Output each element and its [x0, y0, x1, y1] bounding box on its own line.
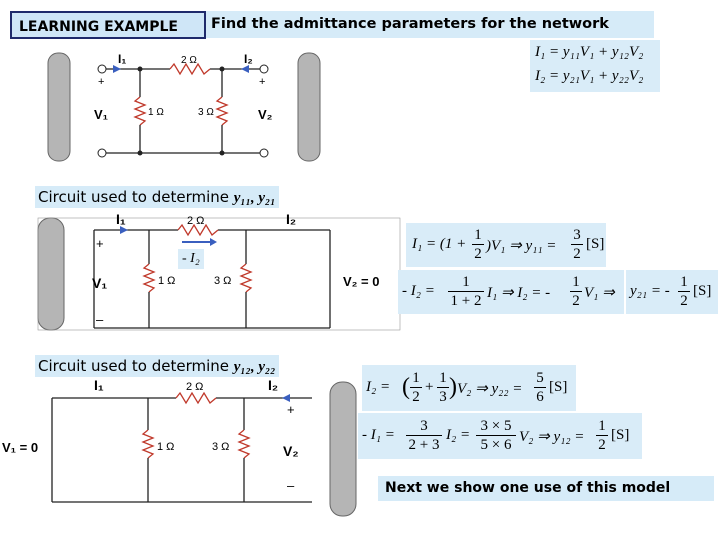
label-v1: V₁: [94, 107, 109, 122]
label-1-ohm: 1 Ω: [148, 107, 164, 118]
caption-text: Circuit used to determine: [38, 188, 234, 206]
slide-title: Find the admittance parameters for the network: [206, 11, 654, 38]
right-paren: ): [449, 374, 457, 400]
label-i1: I₁: [118, 52, 127, 66]
eq-y21-lhs: y₂₁ = -: [630, 283, 670, 299]
label-3-ohm: 3 Ω: [212, 441, 230, 453]
plus-sign: +: [287, 402, 295, 417]
resistor-1-ohm: [135, 97, 145, 125]
label-v2: V₂: [258, 107, 273, 122]
eq-y21-frac: 1 2: [678, 274, 690, 309]
caption-text: Circuit used to determine: [38, 357, 234, 375]
left-paren: (: [402, 374, 410, 400]
minus-i2-arrow-icon: [210, 238, 217, 246]
label-2-ohm: 2 Ω: [187, 215, 205, 227]
port1-block: [38, 218, 64, 330]
label-1-ohm: 1 Ω: [157, 441, 175, 453]
label-i2: I₂: [286, 211, 297, 227]
eq-i2-frac2: 1 2: [570, 274, 582, 309]
two-port-network-diagram: [40, 45, 340, 165]
plus-sign: +: [96, 236, 104, 251]
label-3-ohm: 3 Ω: [198, 107, 214, 118]
port1-block: [48, 53, 70, 161]
eq-y12-frac3: 1 2: [596, 418, 608, 453]
learning-example-badge: LEARNING EXAMPLE: [10, 11, 206, 39]
label-2-ohm: 2 Ω: [186, 381, 204, 393]
label-i1: I₁: [94, 377, 104, 393]
y-equation-1: I₁ = y₁₁V₁ + y₁₂V₂: [535, 44, 644, 60]
eq-y12-mid2: V₂ ⇒ y₁₂ =: [519, 429, 585, 445]
eq-y12-mid1: I₂ =: [446, 427, 471, 443]
resistor-3-ohm: [217, 97, 227, 125]
eq-y21-unit: [S]: [693, 283, 712, 299]
eq-y22-lhs: I₂ =: [366, 379, 391, 395]
eq-y12: [358, 413, 642, 459]
label-v1: V₁: [92, 275, 108, 291]
eq-y11: [406, 223, 606, 267]
terminal: [260, 149, 268, 157]
eq-y22-unit: [S]: [549, 379, 568, 395]
current-arrow-icon: [120, 226, 128, 234]
minus-sign: –: [96, 312, 104, 327]
eq-i2-relation: [398, 270, 624, 314]
eq-y12-frac2: 3 × 5 5 × 6: [476, 418, 516, 453]
eq-i2-frac1: 1 1 + 2: [448, 274, 484, 309]
label-1-ohm: 1 Ω: [158, 275, 176, 287]
eq-i2-mid2: V₁ ⇒: [584, 285, 615, 301]
eq-y22-frac1: 1 2: [410, 370, 422, 405]
plus-sign: +: [98, 76, 105, 88]
eq-i2-mid1: I₁ ⇒ I₂ = -: [487, 285, 551, 301]
next-note: Next we show one use of this model: [378, 476, 714, 501]
label-2-ohm: 2 Ω: [181, 55, 197, 66]
terminal: [260, 65, 268, 73]
eq-y22-mid: V₂ ⇒ y₂₂ =: [457, 381, 523, 397]
label-i2: I₂: [244, 52, 253, 66]
eq-y22-plus: +: [425, 379, 434, 395]
current-arrow-icon: [113, 65, 121, 73]
port2-block: [330, 382, 356, 516]
current-arrow-icon: [282, 394, 290, 402]
plus-sign: +: [259, 76, 266, 88]
resistor-2-ohm: [176, 393, 216, 403]
y-equation-2: I₂ = y₂₁V₁ + y₂₂V₂: [535, 68, 644, 84]
minus-sign: –: [287, 478, 295, 493]
terminal: [98, 149, 106, 157]
label-v2: V₂: [283, 443, 299, 459]
circuit-y11-y21: [34, 208, 404, 338]
eq-i2-lhs: - I₂ =: [402, 283, 435, 299]
eq-y12-lhs: - I₁ =: [362, 427, 395, 443]
eq-y12-unit: [S]: [611, 427, 630, 443]
terminal: [98, 65, 106, 73]
circuit-y12-y22: [0, 374, 362, 524]
eq-y21: [626, 270, 718, 314]
eq-y11-frac2: 3 2: [571, 227, 583, 262]
label-i2: I₂: [268, 377, 279, 393]
port2-block: [298, 53, 320, 161]
eq-y11-unit: [S]: [586, 236, 605, 252]
y-parameter-equations: [530, 40, 660, 92]
caption-params: y₁₂, y₂₂: [233, 359, 276, 375]
label-3-ohm: 3 Ω: [214, 275, 232, 287]
eq-y12-frac1: 3 2 + 3: [406, 418, 442, 453]
eq-y11-frac1: 1 2: [472, 227, 484, 262]
eq-y11-lhs: I₁ = (1 +: [412, 236, 467, 252]
resistor-1-ohm: [143, 430, 153, 458]
eq-y22-frac3: 5 6: [534, 370, 546, 405]
resistor-3-ohm: [239, 430, 249, 458]
label-v2-zero: V₂ = 0: [343, 274, 380, 289]
resistor-1-ohm: [144, 264, 154, 292]
label-v1-zero: V₁ = 0: [2, 440, 39, 455]
label-i1: I₁: [116, 211, 126, 227]
minus-i2-label: - I₂: [178, 249, 204, 269]
caption-section1: [35, 186, 279, 208]
caption-params: y₁₁, y₂₁: [233, 190, 276, 206]
current-arrow-icon: [241, 65, 249, 73]
eq-y22: [362, 365, 576, 411]
resistor-3-ohm: [241, 264, 251, 292]
eq-y22-frac2: 1 3: [437, 370, 449, 405]
eq-y11-mid: )V₁ ⇒ y₁₁ =: [486, 238, 557, 254]
